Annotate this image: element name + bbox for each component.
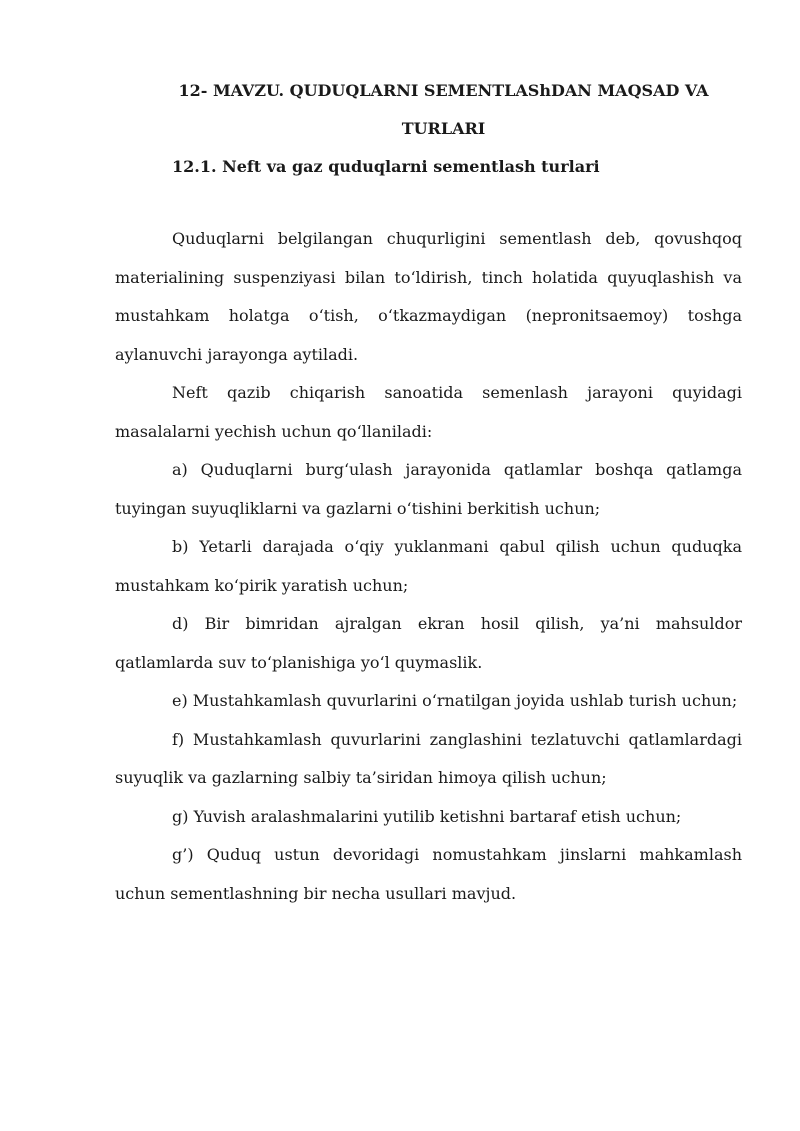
list-item-d: d) Bir bimridan ajralgan ekran hosil qilish, ya’ni mahsuldor qatlamlarda suv toʻplanishiga yoʻl quymaslik. bbox=[115, 614, 742, 672]
list-item-b: b) Yetarli darajada oʻqiy yuklanmani qabul qilish uchun quduqka mustahkam koʻpirik yaratish uchun; bbox=[115, 537, 742, 595]
list-item-g: g) Yuvish aralashmalarini yutilib ketishni bartaraf etish uchun; bbox=[172, 806, 682, 826]
paragraph-intro: Neft qazib chiqarish sanoatida semenlash jarayoni quyidagi masalalarni yechish uchun qoʻllaniladi: bbox=[115, 383, 742, 441]
document-page bbox=[115, 72, 742, 913]
list-item-e: e) Mustahkamlash quvurlarini oʻrnatilgan joyida ushlab turish uchun; bbox=[172, 691, 738, 710]
list-item-f: f) Mustahkamlash quvurlarini zanglashini tezlatuvchi qatlamlardagi suyuqlik va gazlarning salbiy ta’siridan himoya qilish uchun; bbox=[115, 729, 742, 787]
paragraph-definition: Quduqlarni belgilangan chuqurligini sementlash deb, qovushqoq materialining suspenziyasi bilan toʻldirish, tinch holatida quyuqlashish va mustahkam holatga oʻtish, oʻtkazmaydigan (nepronitsaemoy) toshga aylanuvchi jarayonga aytiladi. bbox=[115, 229, 742, 364]
section-subtitle: 12.1. Neft va gaz quduqlarni sementlash turlari bbox=[172, 157, 600, 176]
document-title: 12- MAVZU. QUDUQLARNI SEMENTLAShDAN MAQSAD VA TURLARI bbox=[178, 81, 709, 138]
list-item-a: a) Quduqlarni burgʻulash jarayonida qatlamlar boshqa qatlamga tuyingan suyuqliklarni va gazlarni oʻtishini berkitish uchun; bbox=[115, 460, 742, 518]
list-item-g-prime: g’) Quduq ustun devoridagi nomustahkam jinslarni mahkamlash uchun sementlashning bir necha usullari mavjud. bbox=[115, 845, 742, 903]
